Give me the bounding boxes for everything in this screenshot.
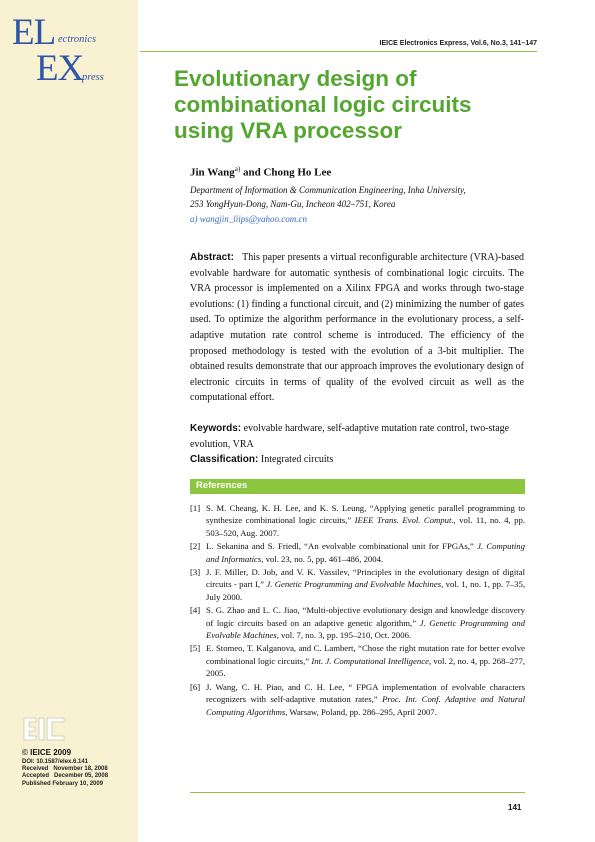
title-line-2: combinational logic circuits bbox=[174, 92, 472, 117]
published-date: Published February 10, 2009 bbox=[22, 780, 104, 787]
reference-venue: Int. J. Computational Intelligence bbox=[311, 655, 429, 666]
author-1-mark: a) bbox=[234, 165, 241, 173]
reference-venue: J. Genetic Programming and Evolvable Machines bbox=[206, 617, 526, 641]
reference-details: , vol. 23, no. 5, pp. 461–486, 2004. bbox=[261, 553, 384, 564]
reference-number: [2] bbox=[190, 541, 201, 552]
reference-details: , vol. 7, no. 3, pp. 195–210, Oct. 2006. bbox=[276, 630, 412, 641]
author-1: Jin Wang bbox=[190, 166, 235, 179]
abstract bbox=[190, 250, 524, 406]
reference-item bbox=[190, 604, 525, 641]
reference-item bbox=[190, 681, 525, 718]
reference-venue: J. Computing and Informatics bbox=[206, 541, 525, 564]
classification-text: Integrated circuits bbox=[260, 454, 334, 465]
references-heading-bar bbox=[190, 479, 525, 494]
keywords-label: Keywords: bbox=[190, 423, 242, 434]
journal-header: IEICE Electronics Express, Vol.6, No.3, 141–147 bbox=[379, 40, 537, 47]
reference-text: J. Wang, C. H. Piao, and C. H. Lee, “ FPGA implementation of evolvable characters recognizers with self-adaptive mutation rates,” bbox=[206, 681, 525, 705]
logo-ex: EX bbox=[36, 48, 84, 89]
author-email[interactable]: a) wangjin_liips@yahoo.com.cn bbox=[190, 214, 308, 224]
publication-metadata bbox=[22, 759, 108, 788]
keywords-text: evolvable hardware, self-adaptive mutation rate control, two-stage evolution, VRA bbox=[190, 423, 510, 450]
reference-item bbox=[190, 502, 525, 539]
title-line-3: using VRA processor bbox=[174, 118, 402, 143]
accepted-date: Accepted December 05, 2008 bbox=[22, 773, 109, 780]
reference-item bbox=[190, 642, 525, 679]
reference-details: , vol. 11, no. 4, pp. 503–520, Aug. 2007. bbox=[206, 515, 525, 538]
reference-item bbox=[190, 540, 525, 565]
reference-number: [5] bbox=[190, 643, 201, 654]
reference-number: [6] bbox=[190, 681, 201, 692]
affiliation-line-2: 253 YongHyun-Dong, Nam-Gu, Incheon 402–751, Korea bbox=[190, 199, 396, 209]
reference-number: [3] bbox=[190, 567, 201, 578]
reference-text: J. F. Miller, D. Job, and V. K. Vassilev, “Principles in the evolutionary design of digital circuits - part I,” bbox=[206, 567, 525, 590]
abstract-text: This paper presents a virtual reconfigurable architecture (VRA)-based evolvable hardware for automatic synthesis of combinational logic circuits. The VRA processor is implemented on a Xilinx FPGA and works through two-stage evolutions: (1) finding a functional circuit, and (2) minimizing the number of gates used. To optimize the algorithm performance in the evolutionary process, a self-adaptive mutation rate control scheme is introduced. The efficiency of the proposed methodology is tested with the evolution of a 3-bit multiplier. The obtained results demonstrate that our approach improves the evolutionary design of electronic circuits in terms of quality of the evolved circuit as well as the computational effort. bbox=[190, 252, 525, 404]
affiliation-line-1: Department of Information & Communication Engineering, Inha University, bbox=[190, 185, 466, 195]
reference-details: , vol. 2, no. 4, pp. 268–277, 2005. bbox=[206, 655, 525, 679]
logo-el: EL bbox=[12, 12, 56, 53]
received-date: Received November 18, 2008 bbox=[22, 766, 108, 773]
doi[interactable]: DOI: 10.1587/elex.6.141 bbox=[22, 759, 89, 765]
reference-venue: IEEE Trans. Evol. Comput. bbox=[354, 515, 454, 526]
reference-number: [1] bbox=[190, 503, 201, 513]
affiliation bbox=[190, 183, 466, 211]
paper-title bbox=[174, 66, 544, 144]
logo-electronics: ectronics bbox=[58, 34, 97, 45]
reference-details: , Warsaw, Poland, pp. 286–295, April 2007. bbox=[285, 706, 437, 717]
reference-text: E. Stomeo, T. Kalganova, and C. Lambert, “Chose the right mutation rate for better evolve combinational logic circuits,” bbox=[206, 643, 525, 666]
reference-text: S. M. Cheang, K. H. Lee, and K. S. Leung, “Applying genetic parallel programming to synthesize combinational logic circuits,” bbox=[206, 503, 525, 526]
copyright: © IEICE 2009 bbox=[22, 748, 72, 757]
reference-venue: J. Genetic Programming and Evolvable Machines bbox=[266, 579, 442, 590]
references-heading: References bbox=[196, 480, 248, 491]
header-rule bbox=[140, 51, 537, 52]
journal-logo bbox=[12, 14, 136, 104]
reference-text: L. Sekanina and S. Friedl, “An evolvable combinational unit for FPGAs,” bbox=[206, 541, 478, 552]
author-list bbox=[190, 165, 331, 179]
keywords bbox=[190, 421, 524, 452]
footer-rule bbox=[190, 792, 525, 793]
reference-number: [4] bbox=[190, 605, 201, 616]
reference-text: S. G. Zhao and L. C. Jiao, “Multi-objective evolutionary design and knowledge discovery of logic circuits based on an adaptive genetic algorithm,” bbox=[206, 605, 525, 628]
reference-list bbox=[190, 502, 525, 719]
eic-logo-icon bbox=[22, 716, 66, 742]
reference-venue: Proc. Int. Conf. Adaptive and Natural Computing Algorithms bbox=[206, 694, 525, 717]
reference-item bbox=[190, 566, 525, 603]
sidebar-panel bbox=[0, 0, 138, 842]
logo-press: press bbox=[82, 72, 104, 83]
author-2: and Chong Ho Lee bbox=[240, 166, 332, 179]
page-number: 141 bbox=[508, 803, 522, 812]
abstract-label: Abstract: bbox=[190, 252, 234, 263]
classification bbox=[190, 452, 524, 468]
reference-details: , vol. 1, no. 1, pp. 7–35, July 2000. bbox=[206, 579, 526, 602]
title-line-1: Evolutionary design of bbox=[174, 66, 417, 91]
classification-label: Classification: bbox=[190, 454, 259, 465]
